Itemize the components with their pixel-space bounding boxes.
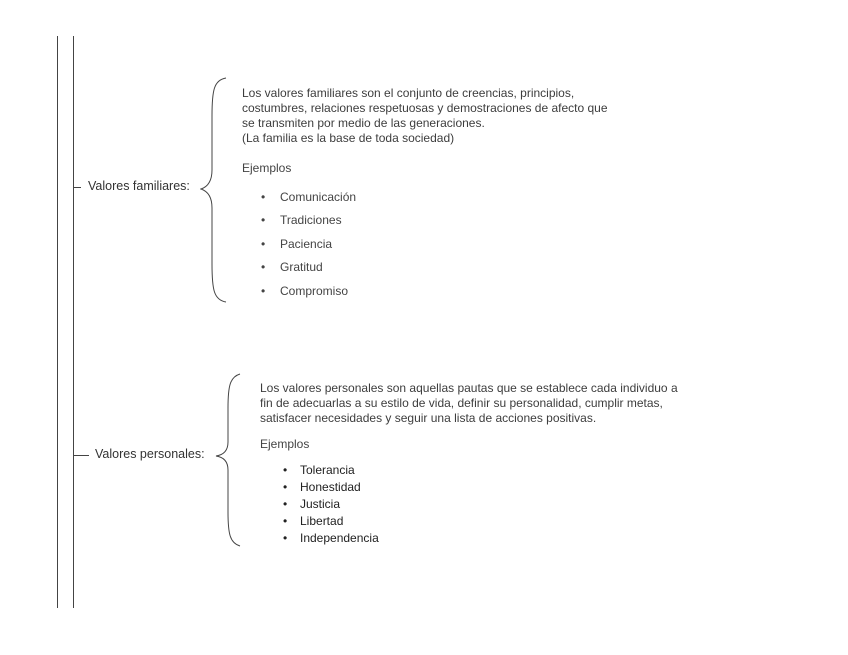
description-familiares <box>242 86 608 146</box>
connector-familiares <box>73 187 81 188</box>
brace-familiares <box>200 76 230 304</box>
left-rule-outer <box>57 36 58 608</box>
examples-list-familiares <box>260 190 356 307</box>
description-line: satisfacer necesidades y seguir una lista de acciones positivas. <box>260 411 597 425</box>
description-line: (La familia es la base de toda sociedad) <box>242 131 455 145</box>
left-rule-inner <box>73 36 74 608</box>
list-item: • Justicia <box>281 497 379 514</box>
list-item: • Tolerancia <box>281 463 379 480</box>
examples-list-personales <box>281 463 379 548</box>
description-line: fin de adecuarlas a su estilo de vida, definir su personalidad, cumplir metas, <box>260 396 663 410</box>
connector-personales <box>73 455 89 456</box>
description-line: se transmiten por medio de las generaciones. <box>242 116 485 130</box>
examples-heading-familiares: Ejemplos <box>242 161 292 175</box>
description-line: Los valores personales son aquellas pautas que se establece cada individuo a <box>260 381 678 395</box>
description-personales <box>260 381 678 426</box>
label-valores-personales: Valores personales: <box>95 447 205 461</box>
list-item: • Tradiciones <box>260 213 356 236</box>
list-item: • Compromiso <box>260 284 356 307</box>
description-line: Los valores familiares son el conjunto de creencias, principios, <box>242 86 575 100</box>
brace-personales <box>214 372 244 548</box>
examples-heading-personales: Ejemplos <box>260 437 310 451</box>
list-item: • Libertad <box>281 514 379 531</box>
list-item: • Gratitud <box>260 260 356 283</box>
list-item: • Honestidad <box>281 480 379 497</box>
list-item: • Comunicación <box>260 190 356 213</box>
label-valores-familiares: Valores familiares: <box>88 179 190 193</box>
description-line: costumbres, relaciones respetuosas y demostraciones de afecto que <box>242 101 608 115</box>
list-item: • Paciencia <box>260 237 356 260</box>
list-item: • Independencia <box>281 531 379 548</box>
